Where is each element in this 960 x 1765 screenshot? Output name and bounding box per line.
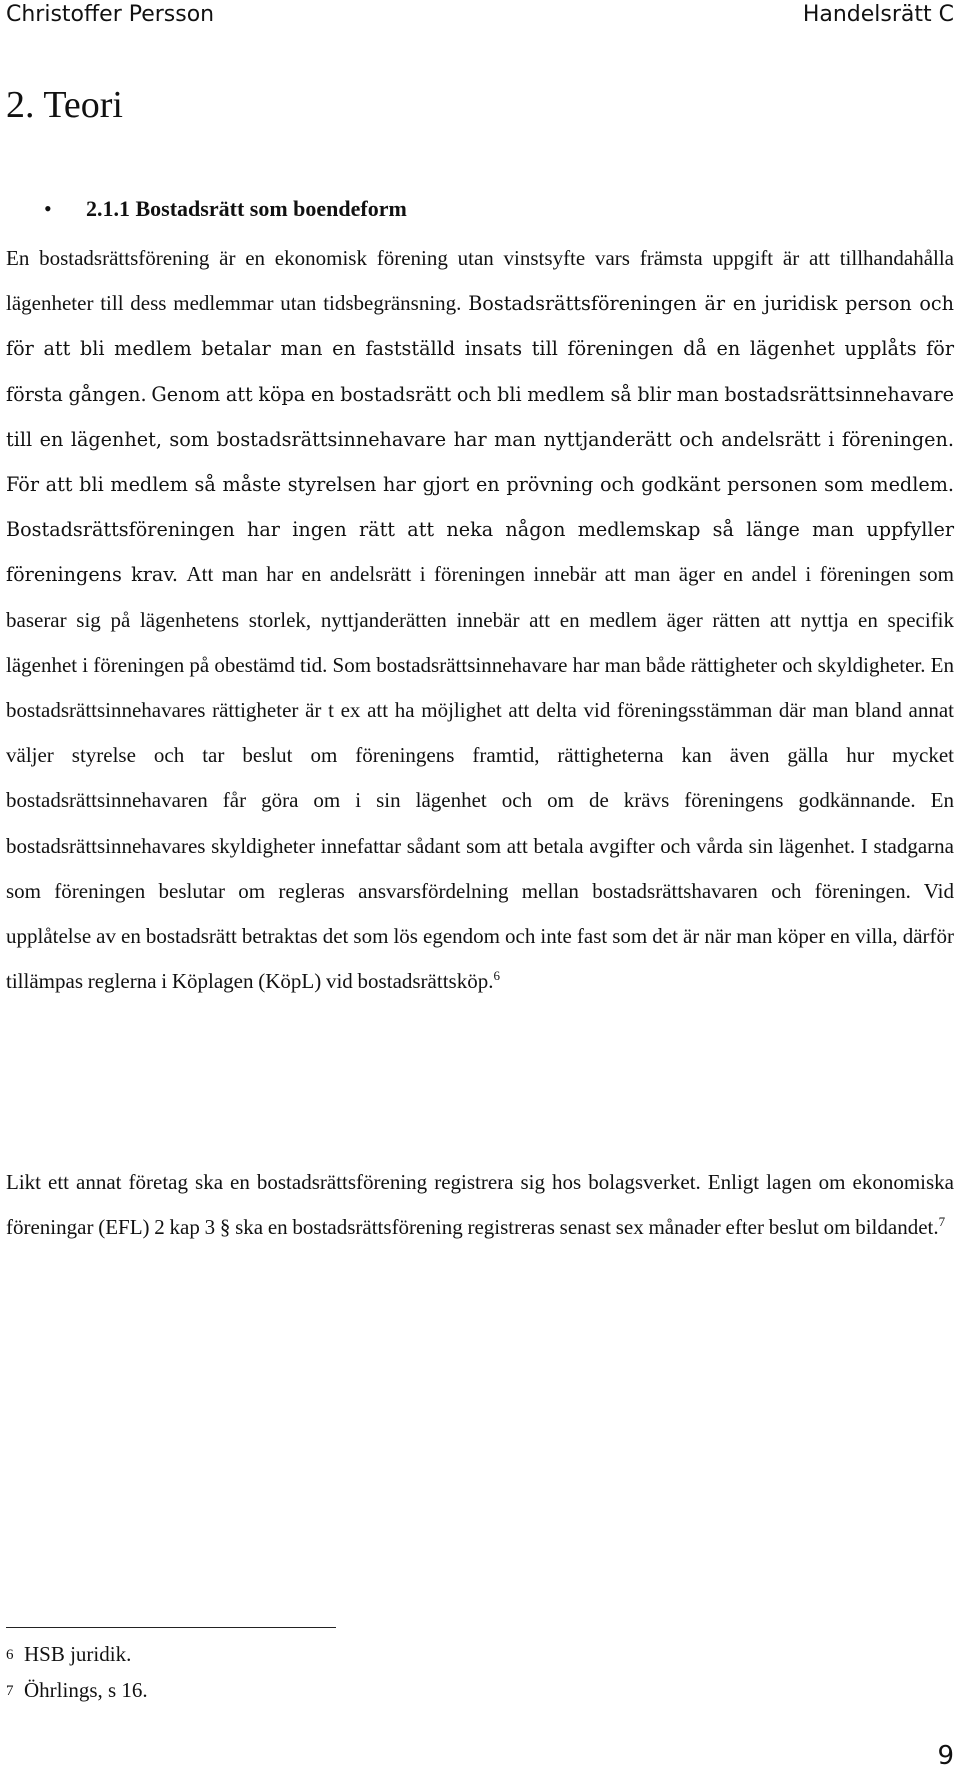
- chapter-title: 2. Teori: [6, 84, 123, 126]
- footnote-number: 6: [6, 1647, 14, 1663]
- body-paragraph-1: [6, 236, 954, 1004]
- paragraph-1-part-b: Bostadsrättsföreningen är en juridisk person och för att bli medlem betalar man en fastställd insats till föreningen då en lägenhet upplåts för första gången.: [6, 292, 954, 406]
- header-course: Handelsrätt C: [802, 2, 954, 27]
- page-number: 9: [937, 1741, 954, 1765]
- running-header: [6, 0, 954, 30]
- footnote-6: [6, 1637, 606, 1673]
- footnote-text: HSB juridik.: [24, 1642, 132, 1666]
- footnote-7: [6, 1673, 606, 1709]
- footnote-ref-7[interactable]: 7: [938, 1214, 946, 1230]
- paragraph-1-part-a: En bostadsrättsförening är en ekonomisk förening utan vinstsyfte vars främsta uppgift är att tillhandahålla lägenheter till dess medlemmar utan tidsbegränsning.: [6, 246, 954, 316]
- header-author: Christoffer Persson: [6, 2, 215, 27]
- bullet-icon: •: [44, 196, 52, 221]
- footnote-text: Öhrlings, s 16.: [24, 1678, 148, 1702]
- footnotes: [6, 1637, 606, 1709]
- section-heading-text: 2.1.1 Bostadsrätt som boendeform: [86, 196, 407, 221]
- footnote-divider: [6, 1627, 336, 1628]
- section-heading: [44, 194, 407, 224]
- paragraph-1-part-d: Att man har en andelsrätt i föreningen innebär att man äger en andel i föreningen som baserar sig på lägenhetens storlek, nyttjanderätten innebär att en medlem äger rätten att nyttja en specifik lägenhet i föreningen på obestämd tid. Som bostadsrättsinnehavare har man både rättigheter och skyldigheter. En bostadsrättsinnehavares rättigheter är t ex att ha möjlighet att delta vid föreningsstämman där man bland annat väljer styrelse och tar beslut om föreningens framtid, rättigheterna kan även gälla hur mycket bostadsrättsinnehavaren får göra om i sin lägenhet och om de krävs föreningens godkännande. En bostadsrättsinnehavares skyldigheter innefattar sådant som att betala avgifter och vårda sin lägenhet. I stadgarna som föreningen beslutar om regleras ansvarsfördelning mellan bostadsrättshavaren och föreningen. Vid upplåtelse av en bostadsrätt betraktas det som lös egendom och inte fast som det är när man köper en villa, därför tillämpas reglerna i Köplagen (KöpL) vid bostadsrättsköp.: [6, 562, 955, 994]
- body-paragraph-2: [6, 1160, 954, 1250]
- footnote-ref-6[interactable]: 6: [493, 968, 500, 984]
- paragraph-1-part-c: Genom att köpa en bostadsrätt och bli medlem så blir man bostadsrättsinnehavare till en lägenhet, som bostadsrättsinnehavare har man nyttjanderätt och andelsrätt i föreningen. För att bli medlem så måste styrelsen har gjort en prövning och godkänt personen som medlem. Bostadsrättsföreningen har ingen rätt att neka någon medlemskap så länge man uppfyller föreningens krav.: [6, 382, 954, 587]
- footnote-number: 7: [6, 1683, 14, 1699]
- paragraph-2-text: Likt ett annat företag ska en bostadsrättsförening registrera sig hos bolagsverket. Enligt lagen om ekonomiska föreningar (EFL) 2 kap 3 § ska en bostadsrättsförening registreras senast sex månader efter beslut om bildandet.: [6, 1170, 954, 1240]
